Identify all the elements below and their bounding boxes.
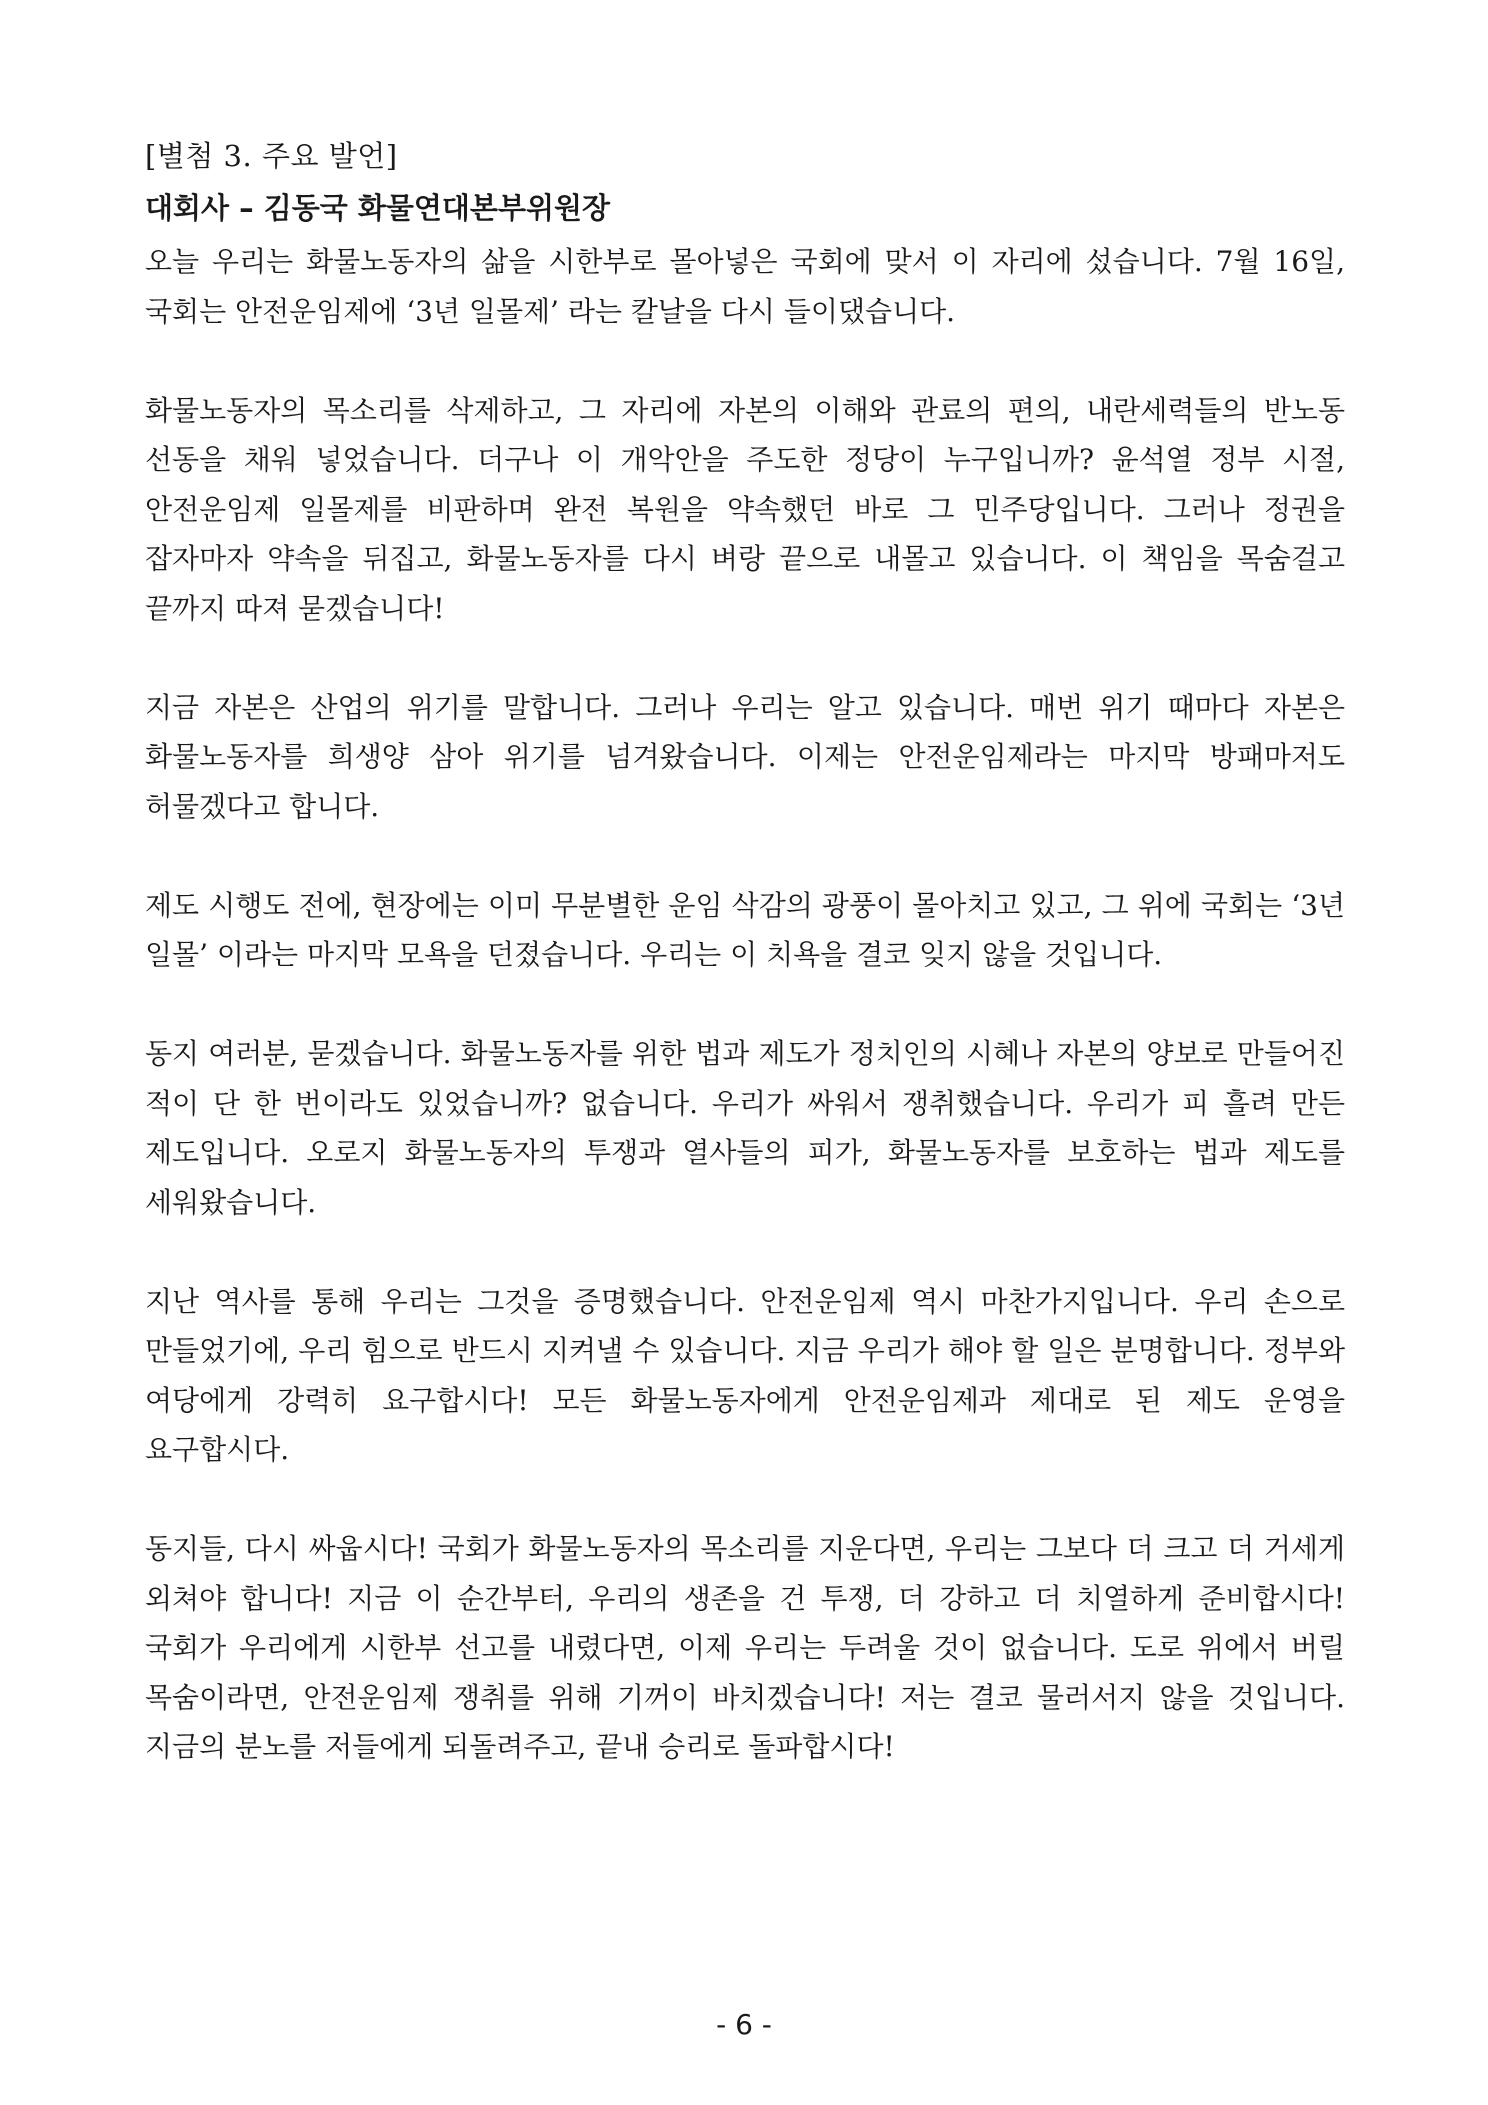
- document-page: [145, 135, 1345, 1821]
- paragraph: 지난 역사를 통해 우리는 그것을 증명했습니다. 안전운임제 역시 마찬가지입니다. 우리 손으로 만들었기에, 우리 힘으로 반드시 지켜낼 수 있습니다. 지금 우리가 해야 할 일은 분명합니다. 정부와 여당에게 강력히 요구합시다! 모든 화물노동자에게 안전운임제과 제대로 된 제도 운영을 요구합시다.: [145, 1284, 1345, 1466]
- paragraph: 동지들, 다시 싸웁시다! 국회가 화물노동자의 목소리를 지운다면, 우리는 그보다 더 크고 더 거세게 외쳐야 합니다! 지금 이 순간부터, 우리의 생존을 건 투쟁, 더 강하고 더 치열하게 준비합시다! 국회가 우리에게 시한부 선고를 내렸다면, 이제 우리는 두려울 것이 없습니다. 도로 위에서 버릴 목숨이라면, 안전운임제 쟁취를 위해 기꺼이 바치겠습니다! 저는 결코 물러서지 않을 것입니다. 지금의 분노를 저들에게 되돌려주고, 끝내 승리로 돌파합시다!: [145, 1532, 1345, 1763]
- paragraph: 동지 여러분, 묻겠습니다. 화물노동자를 위한 법과 제도가 정치인의 시혜나 자본의 양보로 만들어진 적이 단 한 번이라도 있었습니까? 없습니다. 우리가 싸워서 쟁취했습니다. 우리가 피 흘려 만든 제도입니다. 오로지 화물노동자의 투쟁과 열사들의 피가, 화물노동자를 보호하는 법과 제도를 세워왔습니다.: [145, 1037, 1345, 1219]
- paragraph: 제도 시행도 전에, 현장에는 이미 무분별한 운임 삭감의 광풍이 몰아치고 있고, 그 위에 국회는 ‘3년 일몰’ 이라는 마지막 모욕을 던졌습니다. 우리는 이 치욕을 결코 잊지 않을 것입니다.: [145, 888, 1345, 971]
- paragraph: 화물노동자의 목소리를 삭제하고, 그 자리에 자본의 이해와 관료의 편의, 내란세력들의 반노동 선동을 채워 넣었습니다. 더구나 이 개악안을 주도한 정당이 누구입니까? 윤석열 정부 시절, 안전운임제 일몰제를 비판하며 완전 복원을 약속했던 바로 그 민주당입니다. 그러나 정권을 잡자마자 약속을 뒤집고, 화물노동자를 다시 벼랑 끝으로 내몰고 있습니다. 이 책임을 목숨걸고 끝까지 따져 묻겠습니다!: [145, 393, 1345, 625]
- speech-heading: 대회사 – 김동국 화물연대본부위원장: [145, 191, 610, 225]
- page-number: - 6 -: [716, 2008, 772, 2041]
- paragraph: 오늘 우리는 화물노동자의 삶을 시한부로 몰아넣은 국회에 맞서 이 자리에 섰습니다. 7월 16일, 국회는 안전운임제에 ‘3년 일몰제’ 라는 칼날을 다시 들이댔습니다.: [145, 245, 1345, 328]
- paragraph: 지금 자본은 산업의 위기를 말합니다. 그러나 우리는 알고 있습니다. 매번 위기 때마다 자본은 화물노동자를 희생양 삼아 위기를 넘겨왔습니다. 이제는 안전운임제라는 마지막 방패마저도 허물겠다고 합니다.: [145, 690, 1345, 823]
- attachment-label: [별첨 3. 주요 발언]: [145, 139, 398, 173]
